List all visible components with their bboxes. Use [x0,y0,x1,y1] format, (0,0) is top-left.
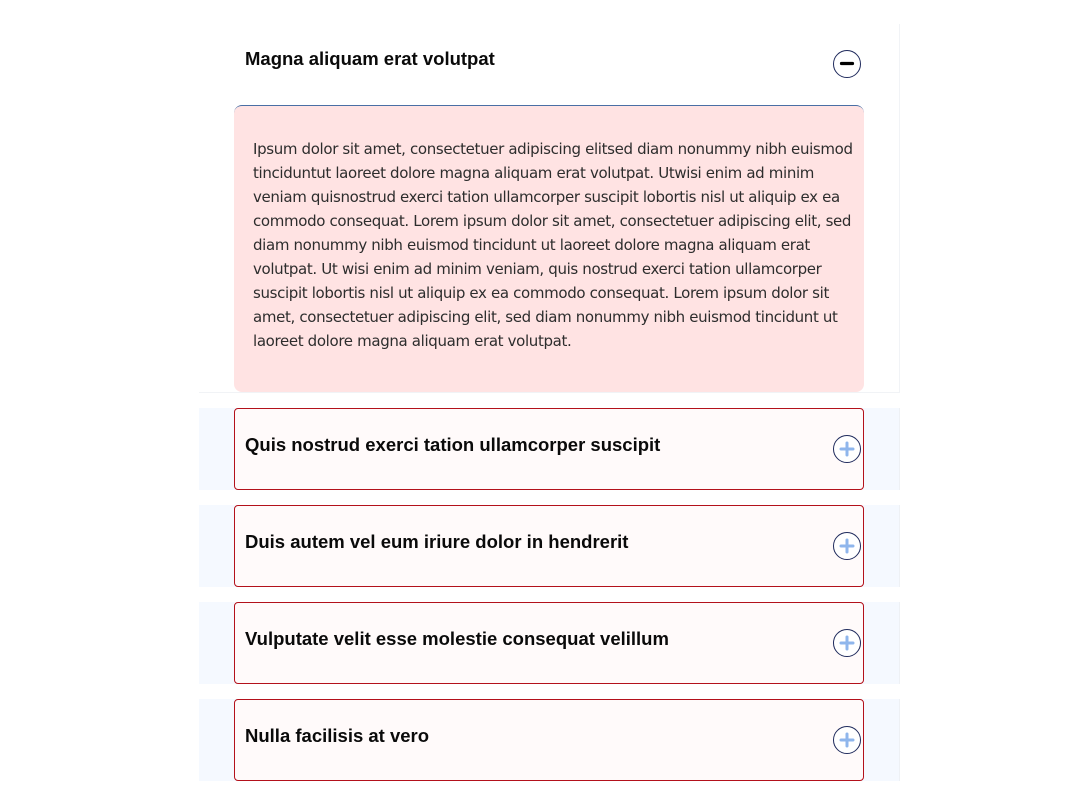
accordion-title: Magna aliquam erat volutpat [245,48,495,69]
accordion-header[interactable] [234,505,864,587]
accordion-header[interactable] [234,602,864,684]
accordion-item [199,505,900,587]
expand-toggle-button[interactable] [833,629,861,657]
accordion-body-text: Ipsum dolor sit amet, consectetuer adipiscing elitsed diam nonummy nibh euismod tinciduntut laoreet dolore magna aliquam erat volutpat. Utwisi enim ad minim veniam quisnostrud exerci tation ullamcorper suscipit lobortis nisl ut aliquip ex ea commodo consequat. Lorem ipsum dolor sit amet, consectetuer adipiscing elit, sed diam nonummy nibh euismod tincidunt ut laoreet dolore magna aliquam erat volutpat. Ut wisi enim ad minim veniam, quis nostrud exerci tation ullamcorper suscipit lobortis nisl ut aliquip ex ea commodo consequat. Lorem ipsum dolor sit amet, consectetuer adipiscing elit, sed diam nonummy nibh euismod tincidunt ut laoreet dolore magna aliquam erat volutpat. [253,140,853,350]
expand-toggle-button[interactable] [833,726,861,754]
minus-icon [834,51,862,79]
accordion-item [199,602,900,684]
accordion-item [199,699,900,781]
plus-icon [834,533,862,561]
plus-icon [834,727,862,755]
expand-toggle-button[interactable] [833,532,861,560]
plus-icon [834,630,862,658]
accordion [199,24,900,781]
accordion-title: Nulla facilisis at vero [245,725,430,746]
plus-icon [834,436,862,464]
accordion-title: Duis autem vel eum iriure dolor in hendrerit [245,531,629,552]
expand-toggle-button[interactable] [833,435,861,463]
accordion-header[interactable] [234,408,864,490]
collapse-toggle-button[interactable] [833,50,861,78]
accordion-item [199,24,900,393]
accordion-title: Vulputate velit esse molestie consequat velillum [245,628,669,649]
accordion-panel [234,105,864,392]
accordion-header[interactable] [234,24,864,106]
accordion-title: Quis nostrud exerci tation ullamcorper suscipit [245,434,661,455]
accordion-item [199,408,900,490]
accordion-header[interactable] [234,699,864,781]
